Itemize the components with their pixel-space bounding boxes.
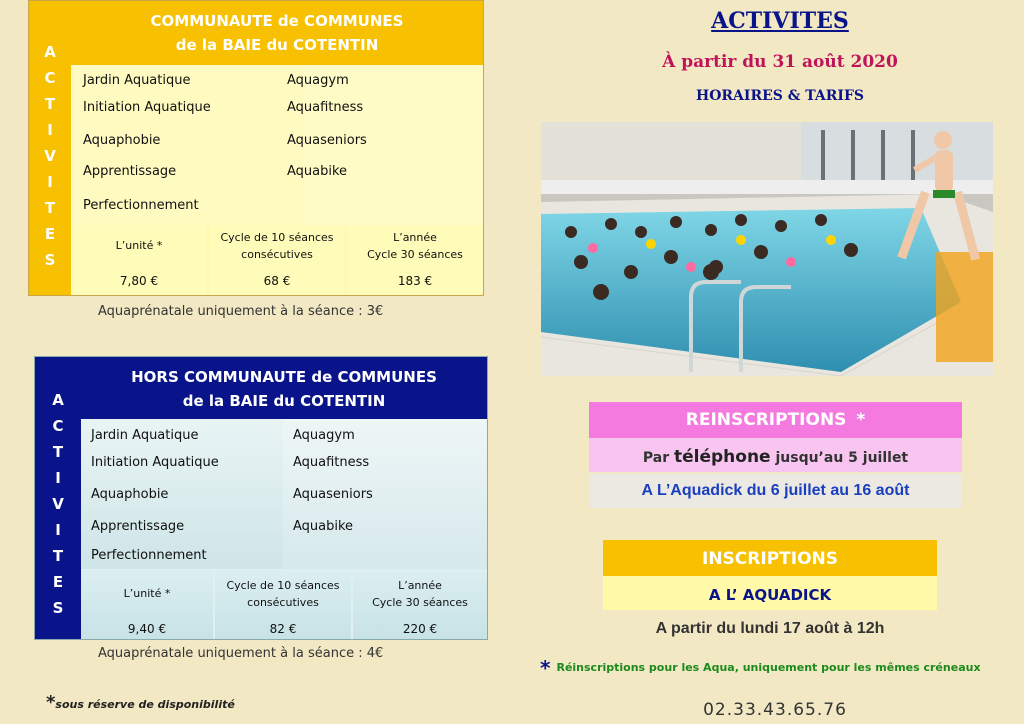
aquagym-pool-image [541, 122, 993, 376]
aquaprenatale-note: Aquaprénatale uniquement à la séance : 4€ [98, 646, 384, 661]
activity: Aquaseniors [287, 133, 367, 148]
vertical-letter: T [44, 95, 56, 113]
vertical-letter: V [44, 147, 56, 165]
activity: Apprentissage [83, 164, 177, 179]
vertical-letter: T [52, 547, 64, 565]
header-line-2: de la BAIE du COTENTIN [182, 392, 386, 410]
footnote-star: * [46, 692, 56, 713]
reinscriptions-band [589, 402, 962, 438]
price-header-year-l1: L’année [398, 579, 442, 592]
table-hors-communaute [34, 356, 488, 640]
activity: Aquagym [287, 73, 349, 88]
activity: Initiation Aquatique [91, 455, 219, 470]
activity: Aquafitness [287, 100, 364, 115]
vertical-letter: E [44, 225, 56, 243]
price-header-year-l2: Cycle 30 séances [367, 248, 463, 261]
price-cycle10: 68 € [263, 274, 291, 288]
vertical-banner [35, 357, 81, 639]
vertical-letter: C [52, 417, 64, 435]
vertical-activites-text [29, 39, 71, 273]
reinscription-phone [589, 438, 962, 472]
activity: Aquaphobie [83, 133, 161, 148]
header-line-2: de la BAIE du COTENTIN [175, 36, 379, 54]
price-header-unit: L’unité * [123, 587, 171, 600]
page-title: ACTIVITES [711, 8, 849, 34]
table-header [81, 357, 487, 419]
activity: Aquabike [287, 164, 348, 179]
reinscription-aquadick: A L’Aquadick du 6 juillet au 16 août [589, 474, 962, 508]
horaires-tarifs: HORAIRES & TARIFS [695, 88, 865, 104]
footnote-text: sous réserve de disponibilité [55, 698, 235, 711]
vertical-letter: I [47, 173, 53, 191]
reinscriptions-title: REINSCRIPTIONS [685, 410, 847, 430]
header-line-1: HORS COMMUNAUTE de COMMUNES [131, 368, 437, 386]
vertical-letter: I [55, 469, 61, 487]
vertical-letter: T [52, 443, 64, 461]
start-date: À partir du 31 août 2020 [662, 52, 898, 72]
vertical-letter: I [55, 521, 61, 539]
price-unit: 9,40 € [127, 622, 167, 636]
phone-word: téléphone [673, 447, 771, 467]
vertical-letter: S [52, 599, 64, 617]
phone-prefix: Par [642, 450, 674, 466]
vertical-letter: A [44, 43, 56, 61]
vertical-letter: C [44, 69, 56, 87]
phone-number: 02.33.43.65.76 [703, 700, 847, 720]
activity: Apprentissage [91, 519, 185, 534]
activity: Perfectionnement [83, 198, 199, 213]
note-text: Réinscriptions pour les Aqua, uniquement pour les mêmes créneaux [556, 661, 981, 674]
vertical-letter: I [47, 121, 53, 139]
activity: Aquagym [293, 428, 355, 443]
inscriptions-band: INSCRIPTIONS [603, 540, 937, 576]
vertical-activites-text [35, 387, 81, 621]
activity: Aquabike [293, 519, 354, 534]
header-line-1: COMMUNAUTE de COMMUNES [150, 12, 404, 30]
activity: Aquafitness [293, 455, 370, 470]
availability-footnote [46, 692, 235, 713]
price-year: 220 € [402, 622, 438, 636]
price-cycle10: 82 € [269, 622, 297, 636]
vertical-letter: A [52, 391, 64, 409]
table-header [71, 1, 483, 65]
inscriptions-date: A partir du lundi 17 août à 12h [655, 620, 885, 637]
reinscription-note [540, 656, 1010, 680]
activity: Jardin Aquatique [83, 73, 191, 88]
price-year: 183 € [397, 274, 433, 288]
price-header-cycle10-l1: Cycle de 10 séances [220, 231, 334, 244]
vertical-letter: S [44, 251, 56, 269]
vertical-banner [29, 1, 71, 295]
inscriptions-place: A L’ AQUADICK [603, 576, 937, 610]
phone-suffix: jusqu’au 5 juillet [770, 450, 909, 466]
activity: Aquaseniors [293, 487, 373, 502]
note-star: * [540, 656, 551, 680]
price-header-cycle10-l2: consécutives [241, 248, 313, 261]
price-header-cycle10-l1: Cycle de 10 séances [226, 579, 340, 592]
activity: Aquaphobie [91, 487, 169, 502]
price-header-year-l2: Cycle 30 séances [372, 596, 468, 609]
vertical-letter: V [52, 495, 64, 513]
price-header-year-l1: L’année [393, 231, 437, 244]
aquaprenatale-note: Aquaprénatale uniquement à la séance : 3€ [98, 304, 384, 319]
vertical-letter: T [44, 199, 56, 217]
price-header-unit: L’unité * [115, 239, 163, 252]
price-unit: 7,80 € [119, 274, 159, 288]
price-header-cycle10-l2: consécutives [247, 596, 319, 609]
activity: Initiation Aquatique [83, 100, 211, 115]
reinscriptions-star: * [856, 410, 866, 430]
table-communaute [28, 0, 484, 296]
activity: Jardin Aquatique [91, 428, 199, 443]
pool-photo [541, 122, 993, 376]
activity: Perfectionnement [91, 548, 207, 563]
vertical-letter: E [52, 573, 64, 591]
